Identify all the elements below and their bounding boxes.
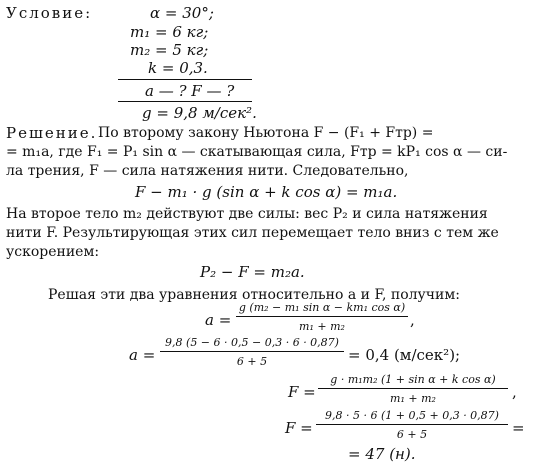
- solving-line: Решая эти два уравнения относительно a и F, получим:: [48, 287, 460, 303]
- F-formula-numerator: g · m₁m₂ (1 + sin α + k cos α): [330, 373, 496, 386]
- second-body-line-1: На второе тело m₂ действуют две силы: вес P₂ и сила натяжения: [6, 206, 488, 222]
- solution-heading: Решение.: [6, 124, 98, 142]
- given-mass-2: m₂ = 5 кг;: [130, 41, 209, 59]
- a-formula-tail: ,: [410, 311, 415, 329]
- second-body-line-2: нити F. Результирующая этих сил перемещает тело вниз с тем же: [6, 225, 499, 241]
- F-value-result: = 47 (н).: [348, 445, 416, 463]
- F-formula-tail: ,: [512, 383, 517, 401]
- equation-first-body: F − m₁ · g (sin α + k cos α) = m₁a.: [135, 183, 398, 201]
- a-formula-bar: [236, 316, 408, 317]
- a-formula-denominator: m₁ + m₂: [299, 320, 345, 333]
- F-formula-bar: [318, 388, 508, 389]
- given-gravity: g = 9,8 м/сек².: [142, 104, 257, 122]
- solution-line-3: ла трения, F — сила натяжения нити. Следовательно,: [6, 163, 409, 179]
- a-value-lhs: a =: [129, 346, 156, 364]
- a-formula-numerator: g (m₂ − m₁ sin α − km₁ cos α): [238, 301, 406, 314]
- F-value-tail: =: [512, 419, 525, 437]
- a-value-bar: [160, 351, 344, 352]
- unknowns: a — ? F — ?: [145, 82, 235, 100]
- a-value-numerator: 9,8 (5 − 6 · 0,5 − 0,3 · 6 · 0,87): [165, 336, 339, 349]
- a-value-denominator: 6 + 5: [236, 355, 268, 368]
- solution-line-2: = m₁a, где F₁ = P₁ sin α — скатывающая сила, Fтр = kP₁ cos α — си-: [6, 144, 508, 160]
- given-angle: α = 30°;: [150, 4, 214, 22]
- condition-heading: Условие:: [6, 4, 93, 22]
- F-value-numerator: 9,8 · 5 · 6 (1 + 0,5 + 0,3 · 0,87): [325, 409, 499, 422]
- F-formula-lhs: F =: [288, 383, 316, 401]
- F-value-bar: [316, 424, 508, 425]
- equation-second-body: P₂ − F = m₂a.: [200, 263, 305, 281]
- F-value-lhs: F =: [285, 419, 313, 437]
- given-mass-1: m₁ = 6 кг;: [130, 23, 209, 41]
- given-friction-coefficient: k = 0,3.: [148, 59, 208, 77]
- solution-line-1: По второму закону Ньютона F − (F₁ + Fтр) =: [98, 125, 434, 141]
- F-value-denominator: 6 + 5: [396, 428, 428, 441]
- second-body-line-3: ускорением:: [6, 244, 100, 260]
- a-formula-lhs: a =: [205, 311, 232, 329]
- F-formula-denominator: m₁ + m₂: [390, 392, 436, 405]
- unknowns-divider: [118, 101, 252, 102]
- a-value-result: = 0,4 (м/сек²);: [348, 346, 461, 364]
- condition-divider: [118, 79, 252, 80]
